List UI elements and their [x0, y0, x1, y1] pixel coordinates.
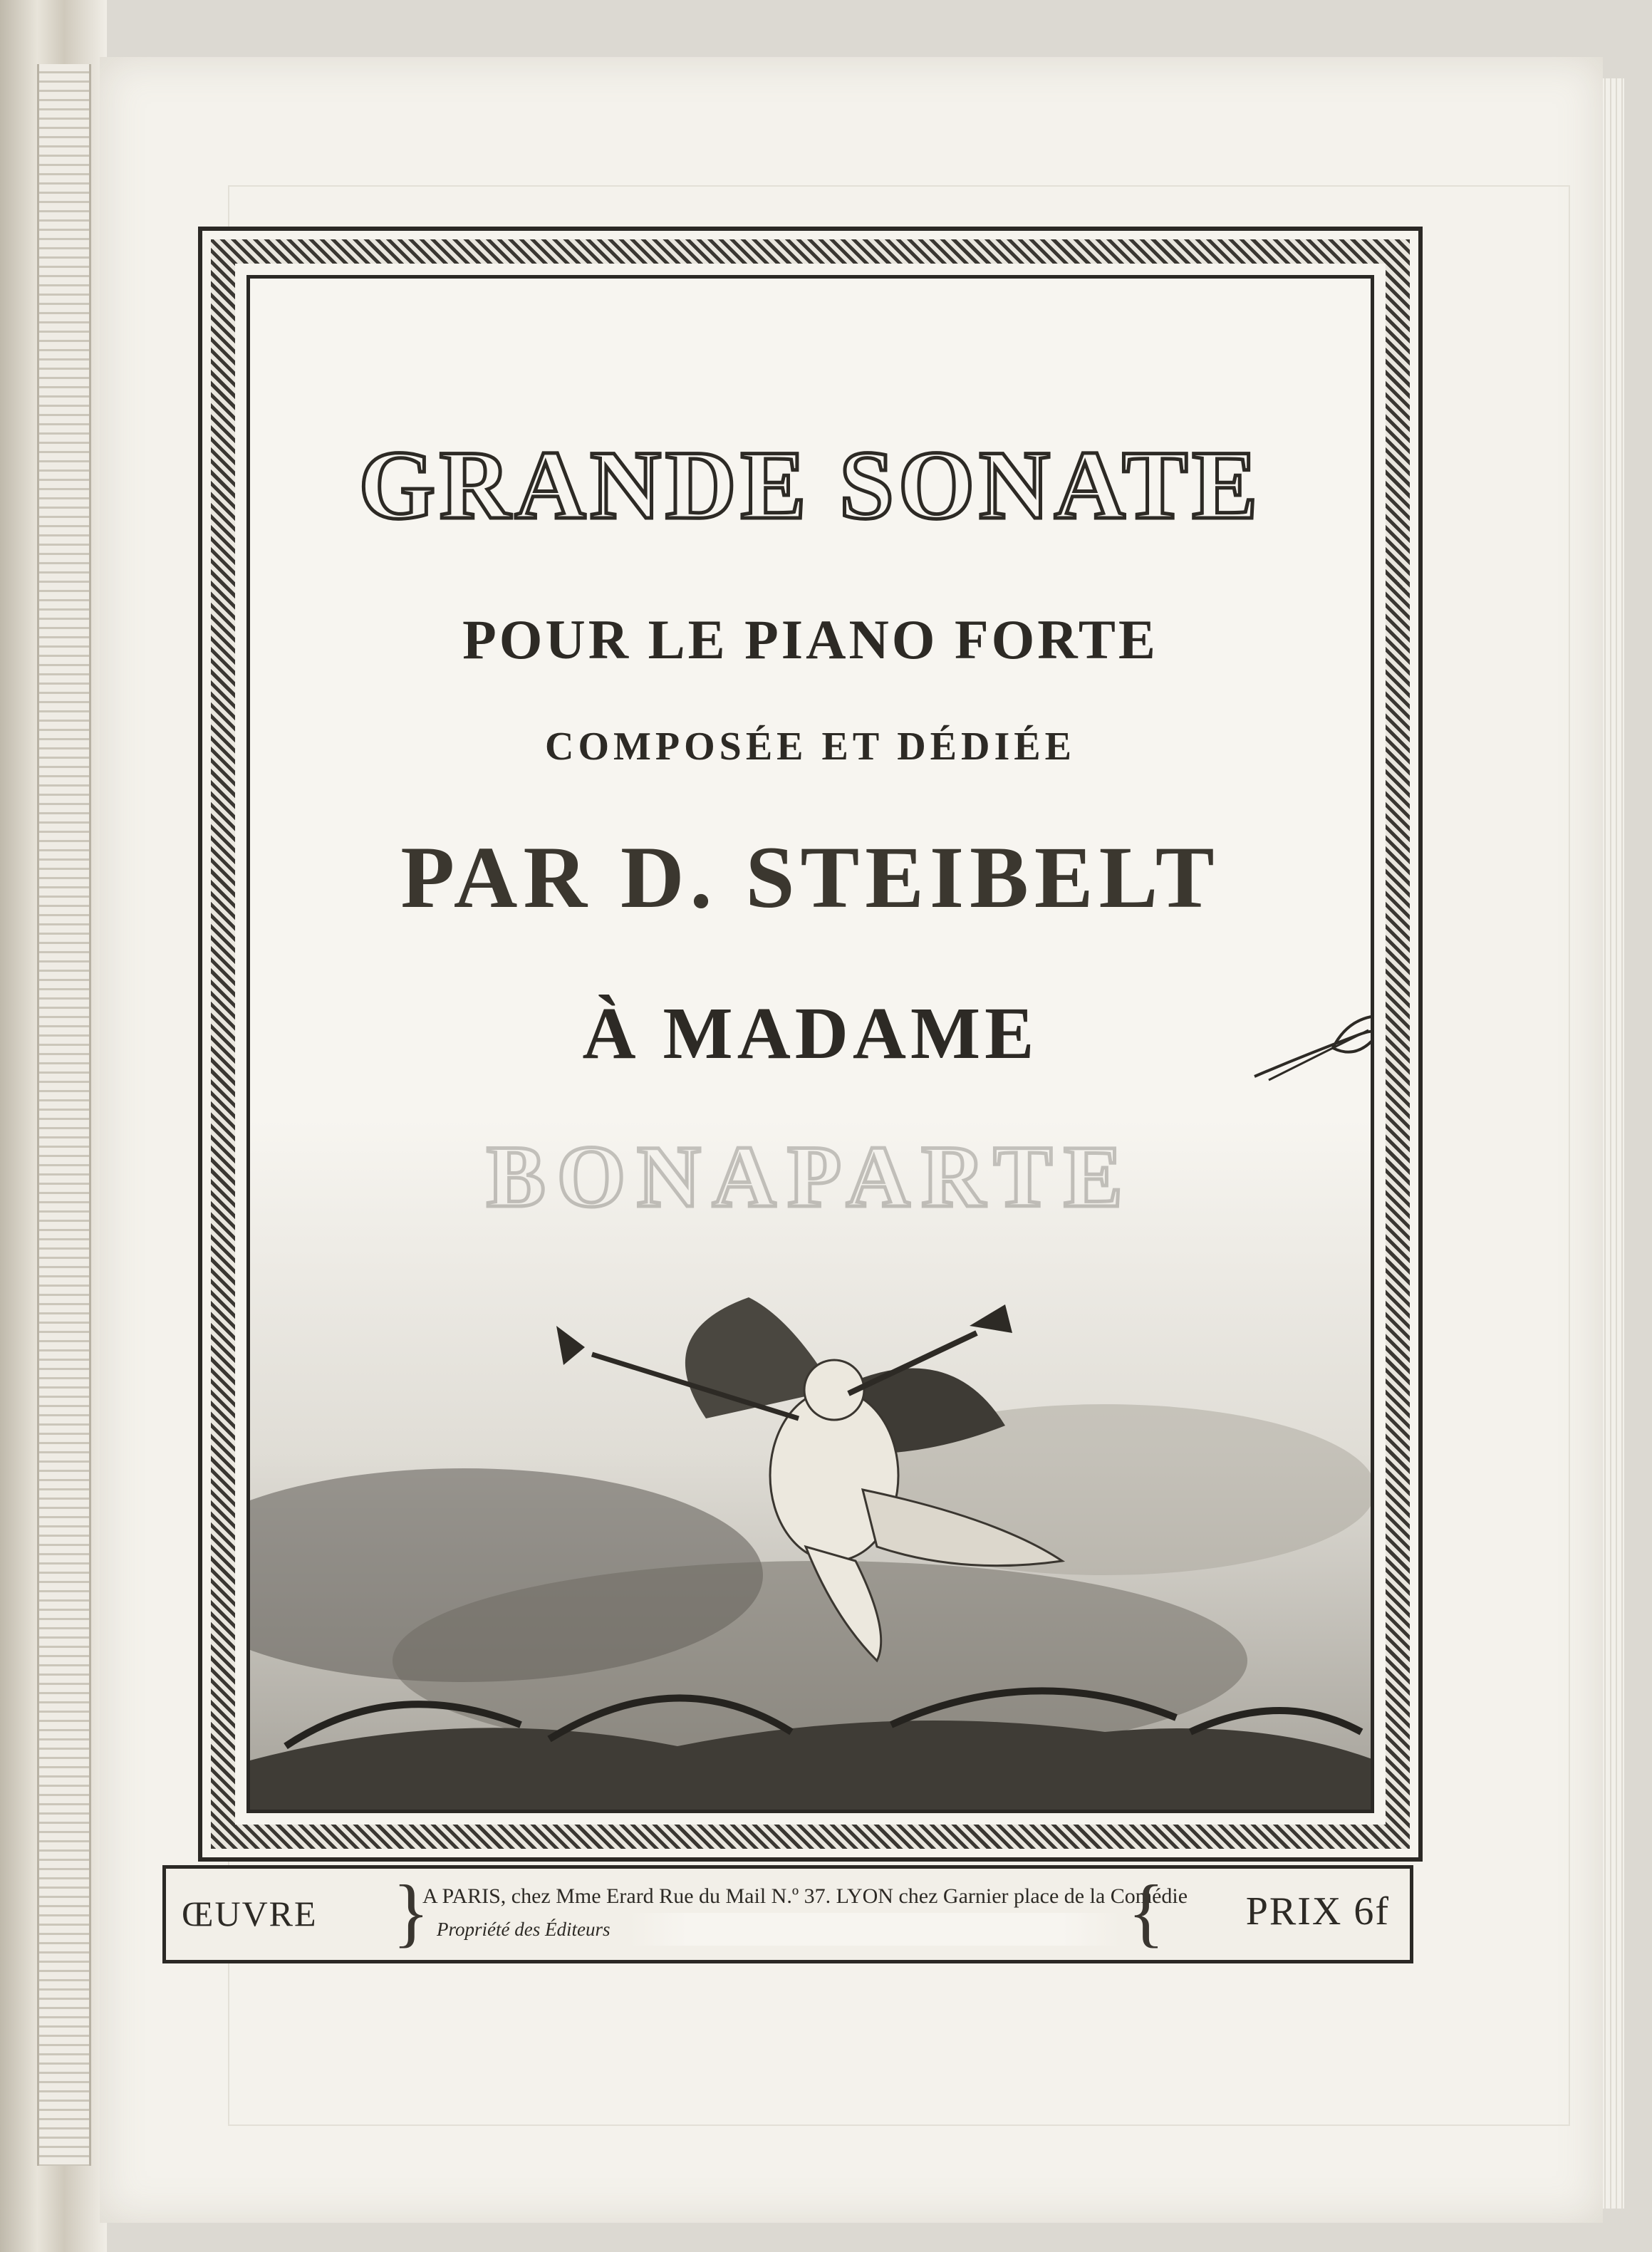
price: PRIX 6f [1245, 1889, 1390, 1934]
subtitle: POUR LE PIANO FORTE [462, 608, 1158, 670]
left-brace: } [393, 1870, 430, 1955]
engraved-frame [198, 227, 1423, 1862]
right-brace: { [1128, 1870, 1165, 1955]
property-line: Propriété des Éditeurs [437, 1919, 611, 1940]
to-line: À MADAME [582, 992, 1039, 1074]
imprint-cartouche [162, 1865, 1413, 1963]
work-label: ŒUVRE [182, 1894, 318, 1934]
erased-text [629, 1913, 1121, 1946]
composer: PAR D. STEIBELT [400, 829, 1220, 926]
handwritten-signature [1247, 991, 1374, 1112]
dedication-line: COMPOSÉE ET DÉDIÉE [545, 725, 1076, 769]
frame-content [246, 275, 1374, 1813]
publisher-line: A PARIS, chez Mme Erard Rue du Mail N.º 37. LYON chez Garnier place de la Comédie [422, 1884, 1188, 1908]
spine-ribs [37, 64, 91, 2166]
angel-trumpet-illustration [250, 1119, 1374, 1813]
title: GRANDE SONATE [358, 430, 1262, 539]
